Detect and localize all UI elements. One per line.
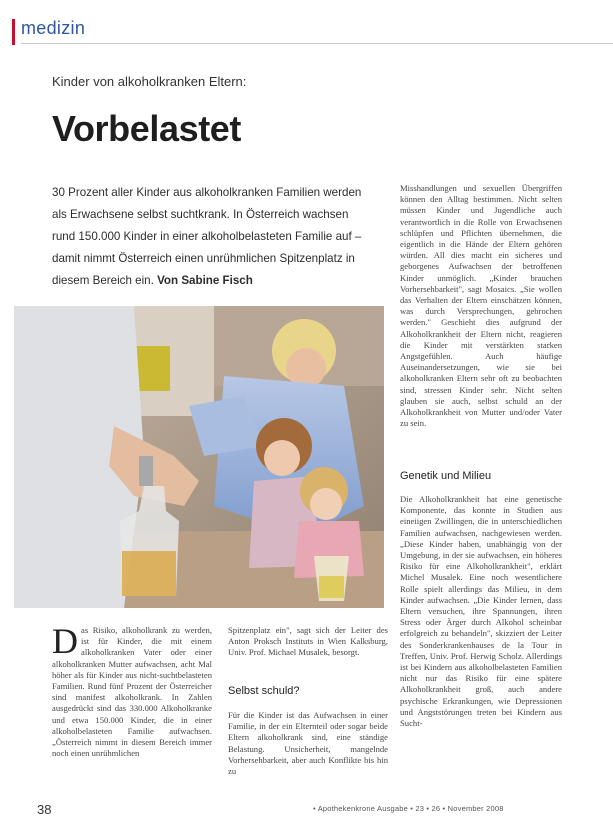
subheading-genetik: Genetik und Milieu	[400, 470, 492, 482]
footer-publication: • Apothekenkrone Ausgabe • 23 • 26 • November 2008	[313, 804, 504, 813]
article-column-middle-upper	[228, 625, 388, 659]
article-kicker: Kinder von alkoholkranken Eltern:	[52, 74, 247, 89]
page-number: 38	[37, 802, 52, 817]
family-photo-illustration	[14, 306, 384, 608]
article-lead	[52, 182, 370, 292]
lead-text: 30 Prozent aller Kinder aus alkoholkranken Familien werden als Erwachsene selbst suchtkrank. In Österreich wachsen rund 150.000 Kinder in einer alkoholbelasteten Familie auf – damit nimmt Österreich einen unrühmlichen Spitzenplatz in diesem Bereich ein.	[52, 186, 362, 287]
article-photo	[14, 306, 384, 608]
article-column-right-upper	[400, 183, 562, 429]
header-rule	[21, 43, 613, 44]
paragraph: Die Alkoholkrankheit hat eine genetische Komponente, das konnte in Studien aus eineiigen Zwillingen, die in unterschiedlichen Familien aufwachsen, nachgewiesen werden. „Diese Kinder haben, unabhängig von der Umgebung, in der sie aufwachsen, ein höheres Risiko für eine Alkoholkrankheit", erklärt Michel Musalek. Eine noch wesentlichere Rolle spielt allerdings das Milieu, in dem Kinder aufwachsen. „Die Kinder lernen, dass Eltern versuchen, ihre Spannungen, ihren Stress oder Ärger durch Alkohol scheinbar erfolgreich zu behandeln", skizziert der Leiter des Sonderkrankenhauses de la Tour in Treffen, Univ. Prof. Herwig Scholz. Allerdings ist bei Kindern aus alkoholbelasteten Familien nicht nur das Risiko für eine spätere Alkoholkrankheit groß, auch andere psychische Erkrankungen, wie Depressionen und Angststörungen treten bei Kindern aus Sucht-	[400, 494, 562, 729]
paragraph: as Risiko, alkoholkrank zu werden, ist für Kinder, die mit einem alkoholkranken Vater oder einer alkoholkranken Mutter aufwachsen, acht Mal höher als für Kinder aus nicht-suchtbelasteten Familien. Rund fünf Prozent der Österreicher sind manifest alkoholkrank. In Zahlen ausgedrückt sind das 330.000 Alkoholkranke und etwa 150.000 Kinder, die in einer alkoholbelasteten Familie aufwachsen. „Österreich nimmt in diesem Bereich immer noch einen unrühmlichen	[52, 625, 212, 759]
paragraph: Für die Kinder ist das Aufwachsen in einer Familie, in der ein Elternteil oder sogar beide Eltern alkoholkrank sind, eine ständige Belastung. Unsicherheit, mangelnde Vorhersehbarkeit, aber auch Konflikte bis hin zu	[228, 710, 388, 777]
paragraph: Misshandlungen und sexuellen Übergriffen können den Alltag bestimmen. Nicht selten müssen Kinder und Jugendliche auch verantwortlich in die Rolle von Erwachsenen schlüpfen und Pflichten übernehmen, die eigentlich in die Hände der Eltern gehören würden. All dies macht ein sicheres und geborgenes Aufwachsen der betroffenen Kinder unmöglich. „Kinder brauchen Vorhersehbarkeit", sagt Mosaics. „Sie wollen das Verhalten der Eltern einschätzen können, was durch Versprechungen, gebrochen werden." Geschieht dies aufgrund der Alkoholkrankheit der Eltern nicht, reagieren die Kinder mit verstärkten starken Angstgefühlen. Auch häufige Auseinandersetzungen, wie sie bei alkoholkranken Eltern sehr oft zu beobachten sind, stressen Kinder sehr. Nicht selten glauben sie auch, selbst schuld an der Alkoholkrankheit von Mutter und/oder Vater zu sein.	[400, 183, 562, 429]
section-label: medizin	[21, 18, 86, 38]
subheading-selbst-schuld: Selbst schuld?	[228, 685, 300, 697]
article-column-middle-lower	[228, 710, 388, 777]
section-marker	[12, 19, 15, 45]
byline: Von Sabine Fisch	[157, 274, 253, 287]
article-column-right-lower	[400, 494, 562, 729]
article-column-left	[52, 621, 212, 759]
paragraph: Spitzenplatz ein", sagt sich der Leiter des Anton Proksch Instituts in Wien Kalksburg, Univ. Prof. Michael Musalek, besorgt.	[228, 625, 388, 658]
drop-cap: D	[52, 621, 78, 661]
article-title: Vorbelastet	[52, 108, 241, 149]
